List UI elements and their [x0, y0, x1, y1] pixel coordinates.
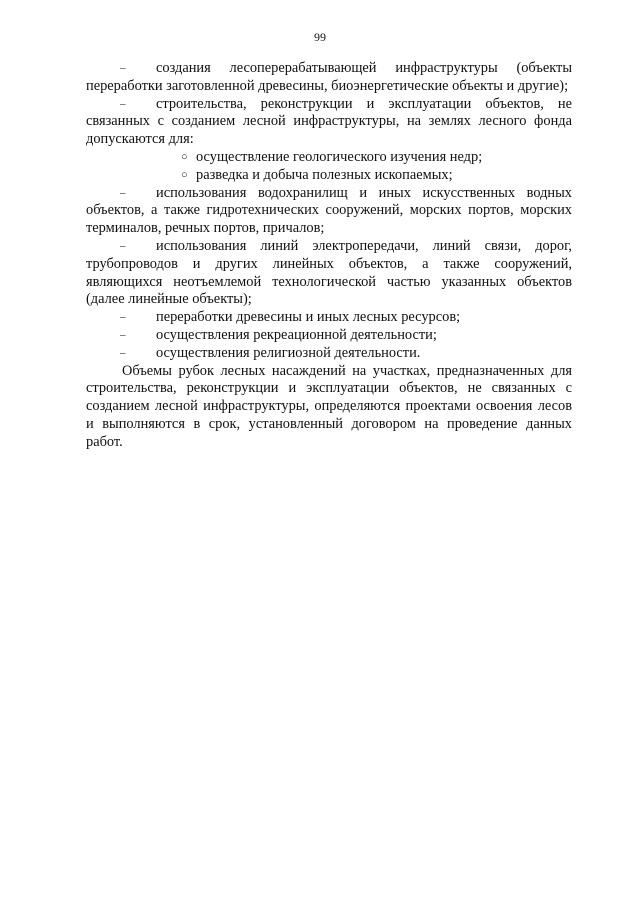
list-item-text: строительства, реконструкции и эксплуатации объектов, не связанных с созданием лесной инфраструктуры, на землях лесного фонда допускаются для: [86, 95, 572, 148]
dash-marker: – [120, 97, 126, 110]
dash-marker: – [120, 186, 126, 199]
circle-bullet-icon: ○ [181, 168, 188, 181]
sub-list-item-text: осуществление геологического изучения недр; [196, 148, 483, 165]
list-item [86, 185, 572, 238]
sub-list-item [86, 167, 572, 185]
list-item [86, 60, 572, 96]
sub-list-item-text: разведка и добыча полезных ископаемых; [196, 166, 453, 183]
dash-marker: – [120, 239, 126, 252]
dash-marker: – [120, 346, 126, 359]
list-item-text: использования линий электропередачи, линий связи, дорог, трубопроводов и других линейных объектов, а также сооружений, являющихся неотъемлемой технологической частью указанных объектов (далее линейные объекты); [86, 237, 572, 308]
list-item-text: создания лесоперерабатывающей инфраструктуры (объекты переработки заготовленной древесины, биоэнергетические объекты и другие); [86, 60, 572, 94]
circle-bullet-icon: ○ [181, 150, 188, 163]
dash-marker: – [120, 62, 126, 74]
list-item-text: осуществления рекреационной деятельности; [156, 326, 437, 343]
list-item [86, 309, 572, 327]
closing-paragraph: Объемы рубок лесных насаждений на участках, предназначенных для строительства, реконструкции и эксплуатации объектов, не связанных с созданием лесной инфраструктуры, определяются проектами освоения лесов и выполняются в срок, установленный договором на проведение данных работ. [86, 362, 572, 450]
list-item [86, 327, 572, 345]
list-item [86, 345, 572, 363]
list-item-text: использования водохранилищ и иных искусственных водных объектов, а также гидротехнических сооружений, морских портов, морских терминалов, речных портов, причалов; [86, 184, 572, 237]
dash-marker: – [120, 311, 126, 324]
page-number: 99 [314, 30, 326, 44]
document-body [86, 60, 572, 452]
list-item [86, 96, 572, 149]
dash-marker: – [120, 328, 126, 341]
list-item-text: переработки древесины и иных лесных ресурсов; [156, 309, 461, 326]
sub-list-item [86, 149, 572, 167]
list-item-text: осуществления религиозной деятельности. [156, 344, 421, 361]
list-item [86, 238, 572, 309]
